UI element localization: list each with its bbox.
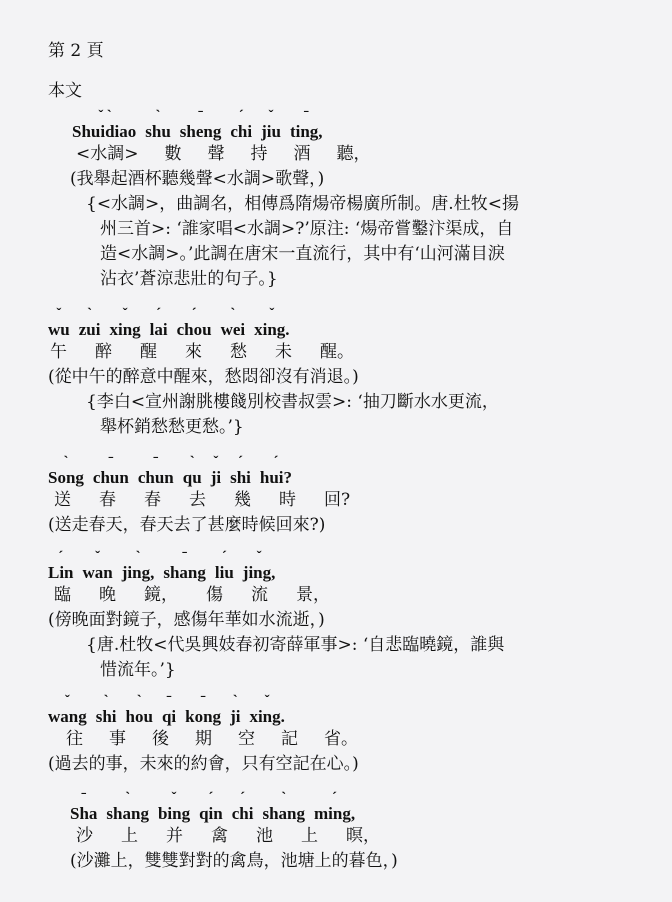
pinyin-syllable: liu ˊ (214, 549, 234, 582)
tone-mark: ˇ (171, 790, 177, 806)
stanza-1 (0, 108, 672, 292)
tone-mark: ˉ (153, 454, 159, 470)
tone-mark: ˋ (125, 790, 131, 806)
chinese-character: 聲 (207, 144, 225, 164)
chinese-character: 愁 (230, 342, 247, 362)
tone-mark: ˋ (189, 454, 195, 470)
pinyin-syllable: wang ˇ (48, 693, 87, 726)
pinyin-syllable: wei ˋ (220, 306, 246, 339)
tone-mark: ˋ (87, 306, 93, 322)
pinyin-syllable: chou ˊ (176, 306, 212, 339)
pinyin-syllable: ji ˇ (210, 454, 222, 487)
chinese-character: 醒 (140, 342, 157, 362)
pinyin-line (48, 549, 672, 583)
tone-mark: ˋ (232, 693, 238, 709)
annotation (86, 390, 672, 440)
chinese-character: 春 (99, 490, 116, 510)
annotation-line: 造<水調>。’此調在唐宋一直流行，其中有‘山河滿目淚 (100, 244, 505, 264)
pinyin-syllable: Song ˋ (48, 454, 84, 487)
pinyin-syllable: shang ˋ (106, 790, 149, 823)
pinyin-syllable: xing ˇ (109, 306, 141, 339)
stanza-6 (0, 790, 672, 874)
tone-mark: ˊ (237, 454, 243, 470)
translation-line: (送走春天，春天去了甚麼時候回來?) (48, 515, 326, 535)
pinyin-syllable: shang ˉ (163, 549, 206, 582)
pinyin-syllable: hui? ˊ (259, 454, 293, 487)
pinyin-line (48, 306, 672, 340)
pinyin-syllable: sheng ˉ (179, 108, 222, 141)
tone-mark: ˊ (156, 306, 162, 322)
chinese-character: 聽， (336, 144, 371, 164)
chinese-character: 回? (324, 490, 351, 510)
chinese-character: 池 (256, 826, 273, 846)
chinese-character: 空 (238, 729, 255, 749)
chinese-character: 往 (66, 729, 83, 749)
chinese-character: <水調> (76, 144, 139, 164)
chinese-character: 晚 (99, 585, 116, 605)
tone-mark: ˇ (256, 549, 262, 565)
pinyin-syllable: chun ˉ (92, 454, 129, 487)
chinese-character: 午 (50, 342, 67, 362)
translation-line: (傍晚面對鏡子，感傷年華如水流逝，) (48, 610, 325, 630)
pinyin-syllable: Sha ˉ (70, 790, 98, 823)
chinese-character: 後 (152, 729, 169, 749)
pinyin-syllable: shi ˋ (95, 693, 117, 726)
pinyin-syllable: kong ˉ (185, 693, 222, 726)
pinyin-syllable: chi ˊ (230, 108, 253, 141)
tone-mark: ˋ (281, 790, 287, 806)
pinyin-syllable: Lin ˊ (48, 549, 74, 582)
chinese-character: 酒 (293, 144, 311, 164)
tone-mark: ˋ (106, 108, 112, 124)
tone-mark: ˉ (166, 693, 172, 709)
chinese-character: 春 (144, 490, 161, 510)
translation-line: (沙灘上，雙雙對對的禽鳥，池塘上的暮色，) (70, 851, 398, 871)
tone-mark: ˉ (108, 454, 114, 470)
pinyin-syllable: zui ˋ (78, 306, 101, 339)
chinese-character: 暝， (346, 826, 380, 846)
tone-mark: ˉ (81, 790, 87, 806)
chinese-line (76, 142, 672, 167)
pinyin-syllable: hou ˋ (125, 693, 153, 726)
tone-mark: ˋ (230, 306, 236, 322)
annotation-line: {唐.杜牧<代吳興妓春初寄薛軍事>: ‘自悲臨曉鏡，誰與 (86, 635, 505, 655)
chinese-character: 傷 (206, 585, 223, 605)
chinese-character: 上 (301, 826, 318, 846)
page-number: 第 2 頁 (48, 41, 104, 61)
pinyin-syllable: Shuidiao ˇ ˋ (72, 108, 137, 141)
section-title: 本文 (48, 81, 82, 101)
stanza-3 (0, 454, 672, 538)
translation-line: (從中午的醉意中醒來，愁悶卻沒有消退。) (48, 367, 359, 387)
tone-mark: ˇ (95, 549, 101, 565)
annotation (86, 192, 672, 292)
tone-mark: ˊ (332, 790, 338, 806)
chinese-character: 并 (166, 826, 183, 846)
pinyin-syllable: ting, ˉ (289, 108, 323, 141)
pinyin-syllable: jing, ˇ (242, 549, 276, 582)
annotation-line: 沾衣’蒼涼悲壯的句子。} (100, 269, 278, 289)
chinese-line (66, 727, 672, 752)
pinyin-syllable: shi ˊ (230, 454, 251, 487)
chinese-character: 持 (250, 144, 268, 164)
pinyin-syllable: jing, ˋ (121, 549, 155, 582)
chinese-character: 幾 (234, 490, 251, 510)
pinyin-syllable: xing. ˇ (249, 693, 285, 726)
tone-mark: ˇ (122, 306, 128, 322)
chinese-character: 期 (195, 729, 212, 749)
pinyin-syllable: ming, ˊ (314, 790, 356, 823)
tone-mark: ˋ (63, 454, 69, 470)
translation-line: (過去的事，未來的約會，只有空記在心。) (48, 754, 359, 774)
pinyin-line (70, 790, 672, 824)
chinese-character: 來 (185, 342, 202, 362)
tone-mark: ˉ (303, 108, 309, 124)
chinese-character: 醉 (95, 342, 112, 362)
chinese-line (54, 583, 672, 608)
pinyin-syllable: chi ˊ (231, 790, 254, 823)
chinese-character: 事 (109, 729, 126, 749)
pinyin-syllable: wan ˇ (82, 549, 113, 582)
pinyin-syllable: jiu ˇ (261, 108, 281, 141)
pinyin-syllable: qi ˉ (161, 693, 177, 726)
chinese-character: 沙 (76, 826, 93, 846)
chinese-line (50, 340, 672, 365)
chinese-character: 臨 (54, 585, 71, 605)
chinese-character: 流 (251, 585, 268, 605)
translation-line: (我舉起酒杯聽幾聲<水調>歌聲，) (70, 169, 325, 189)
tone-mark: ˊ (191, 306, 197, 322)
tone-mark: ˇ (268, 108, 274, 124)
annotation (86, 633, 672, 683)
pinyin-syllable: ji ˋ (230, 693, 241, 726)
tone-mark: ˇ (64, 693, 70, 709)
chinese-character: 記 (281, 729, 298, 749)
tone-mark: ˉ (182, 549, 188, 565)
pinyin-syllable: wu ˇ (48, 306, 70, 339)
tone-mark: ˋ (135, 549, 141, 565)
tone-mark: ˇ (98, 108, 104, 124)
pinyin-syllable: chun ˉ (137, 454, 174, 487)
chinese-character: 禽 (211, 826, 228, 846)
tone-mark: ˊ (208, 790, 214, 806)
chinese-character: 鏡， (144, 585, 178, 605)
tone-mark: ˇ (269, 306, 275, 322)
pinyin-syllable: qu ˋ (182, 454, 202, 487)
annotation-line: {<水調>，曲調名，相傳爲隋煬帝楊廣所制。唐.杜牧<揚 (86, 194, 519, 214)
chinese-character: 時 (279, 490, 296, 510)
chinese-character: 上 (121, 826, 138, 846)
chinese-line (54, 488, 672, 513)
pinyin-line (72, 108, 672, 142)
tone-mark: ˋ (155, 108, 161, 124)
chinese-character: 送 (54, 490, 71, 510)
pinyin-line (48, 693, 672, 727)
tone-mark: ˉ (198, 108, 204, 124)
pinyin-syllable: xing. ˇ (254, 306, 290, 339)
pinyin-syllable: qin ˊ (199, 790, 223, 823)
tone-mark: ˋ (103, 693, 109, 709)
annotation-line: 州三首>: ‘誰家唱<水調>?’原注: ‘煬帝嘗鑿汴渠成，自 (100, 219, 514, 239)
stanza-2 (0, 306, 672, 440)
chinese-line (76, 824, 672, 849)
chinese-character: 去 (189, 490, 206, 510)
pinyin-syllable: shu ˋ (145, 108, 171, 141)
stanza-4 (0, 549, 672, 683)
chinese-character: 景， (296, 585, 330, 605)
annotation-line: 舉杯銷愁愁更愁。’} (100, 417, 244, 437)
pinyin-line (48, 454, 672, 488)
tone-mark: ˊ (273, 454, 279, 470)
chinese-character: 醒。 (320, 342, 354, 362)
tone-mark: ˊ (58, 549, 64, 565)
stanza-5 (0, 693, 672, 777)
pinyin-syllable: bing ˇ (157, 790, 191, 823)
tone-mark: ˇ (56, 306, 62, 322)
tone-mark: ˊ (221, 549, 227, 565)
chinese-character: 省。 (324, 729, 358, 749)
annotation-line: {李白<宣州謝朓樓餞別校書叔雲>: ‘抽刀斷水水更流， (86, 392, 499, 412)
pinyin-syllable: lai ˊ (149, 306, 168, 339)
pinyin-syllable: shang ˋ (262, 790, 305, 823)
chinese-character: 數 (164, 144, 182, 164)
tone-mark: ˋ (136, 693, 142, 709)
tone-mark: ˇ (264, 693, 270, 709)
tone-mark: ˇ (213, 454, 219, 470)
chinese-character: 未 (275, 342, 292, 362)
tone-mark: ˊ (238, 108, 244, 124)
tone-mark: ˊ (240, 790, 246, 806)
tone-mark: ˉ (200, 693, 206, 709)
annotation-line: 惜流年。’} (100, 660, 176, 680)
